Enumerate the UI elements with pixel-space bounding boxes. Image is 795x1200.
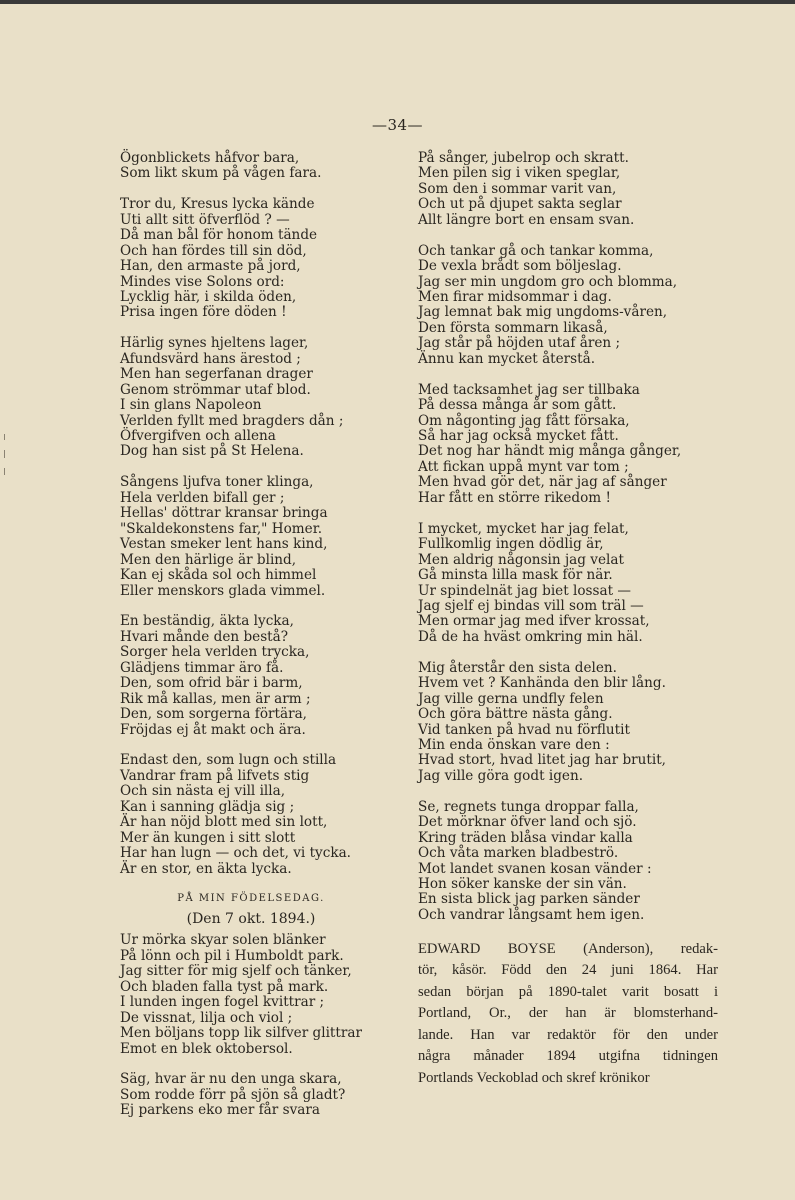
verse-line: Jag lemnat bak mig ungdoms-våren, bbox=[418, 304, 668, 321]
verse-line: Ännu kan mycket återstå. bbox=[418, 350, 596, 367]
verse-line: Mer än kungen i sitt slott bbox=[120, 829, 296, 846]
verse-line: Är en stor, en äkta lycka. bbox=[120, 860, 292, 877]
left-column bbox=[120, 151, 382, 1134]
bio-line: EDWARD BOYSE (Anderson), redak- bbox=[418, 940, 718, 957]
stanza bbox=[120, 475, 382, 599]
verse-line: Och han fördes till sin död, bbox=[120, 242, 307, 259]
verse-line: Som rodde förr på sjön så gladt? bbox=[120, 1086, 346, 1103]
verse-line: Jag står på höjden utaf åren ; bbox=[418, 335, 621, 352]
margin-marks bbox=[4, 434, 7, 485]
verse-line: Ej parkens eko mer får svara bbox=[120, 1102, 320, 1119]
verse-line: Och bladen falla tyst på mark. bbox=[120, 978, 329, 995]
verse-line: Det nog har händt mig många gånger, bbox=[418, 443, 682, 460]
verse-line: Jag ser min ungdom gro och blomma, bbox=[418, 273, 678, 290]
poem-2-title: PÅ MIN FÖDELSEDAG. bbox=[177, 893, 325, 905]
verse-line: Hon söker kanske der sin vän. bbox=[418, 875, 627, 892]
stanza bbox=[418, 244, 718, 368]
verse-line: Säg, hvar är nu den unga skara, bbox=[120, 1071, 342, 1088]
verse-line: Ur spindelnät jag biet lossat — bbox=[418, 582, 631, 599]
verse-line: Men aldrig någonsin jag velat bbox=[418, 551, 624, 568]
verse-line: Vid tanken på hvad nu förflutit bbox=[418, 721, 630, 738]
bio-line: Portland, Or., der han är blomsterhand- bbox=[418, 1005, 718, 1022]
verse-line: Min enda önskan vare den : bbox=[418, 736, 610, 753]
bio-line: lande. Han var redaktör för den under bbox=[418, 1026, 718, 1043]
page-number: —34— bbox=[371, 116, 424, 134]
poem-1 bbox=[120, 151, 382, 877]
verse-line: Afundsvärd hans ärestod ; bbox=[120, 350, 301, 367]
verse-line: Det mörknar öfver land och sjö. bbox=[418, 814, 637, 831]
verse-line: Rik må kallas, men är arm ; bbox=[120, 690, 311, 707]
verse-line: Men firar midsommar i dag. bbox=[418, 289, 612, 306]
verse-line: "Skaldekonstens far," Homer. bbox=[120, 520, 323, 537]
verse-line: Den, som ofrid bär i barm, bbox=[120, 675, 303, 692]
verse-line: Fröjdas ej åt makt och ära. bbox=[120, 721, 306, 738]
verse-line: Mindes vise Solons ord: bbox=[120, 273, 285, 290]
verse-line: Jag ville göra godt igen. bbox=[418, 767, 584, 784]
verse-line: Men ormar jag med ifver krossat, bbox=[418, 613, 650, 630]
verse-line: Sångens ljufva toner klinga, bbox=[120, 474, 314, 491]
verse-line: Men pilen sig i viken speglar, bbox=[418, 165, 621, 182]
verse-line: En sista blick jag parken sänder bbox=[418, 891, 640, 908]
verse-line: Hvem vet ? Kanhända den blir lång. bbox=[418, 675, 666, 692]
verse-line: Tror du, Kresus lycka kände bbox=[120, 196, 315, 213]
verse-line: Jag sjelf ej bindas vill som träl — bbox=[418, 597, 644, 614]
verse-line: Och våta marken bladbeströ. bbox=[418, 845, 619, 862]
verse-line: Har han lugn — och det, vi tycka. bbox=[120, 845, 352, 862]
verse-line: De vexla brådt som böljeslag. bbox=[418, 258, 622, 275]
verse-line: Men hvad gör det, när jag af sånger bbox=[418, 474, 667, 491]
biography-paragraph bbox=[418, 939, 718, 1090]
verse-line: Härlig synes hjeltens lager, bbox=[120, 335, 309, 352]
verse-line: Med tacksamhet jag ser tillbaka bbox=[418, 381, 640, 398]
stanza bbox=[120, 753, 382, 877]
verse-line: Verlden fyllt med bragders dån ; bbox=[120, 412, 344, 429]
verse-line: Lycklig här, i skilda öden, bbox=[120, 289, 297, 306]
page-top-edge bbox=[0, 0, 795, 4]
poem-2-start bbox=[120, 933, 382, 1118]
poem-2-continued bbox=[418, 151, 718, 923]
verse-line: Då de ha hväst omkring min häl. bbox=[418, 628, 643, 645]
verse-line: Kan i sanning glädja sig ; bbox=[120, 798, 295, 815]
verse-line: Vandrar fram på lifvets stig bbox=[120, 767, 310, 784]
verse-line: På lönn och pil i Humboldt park. bbox=[120, 947, 344, 964]
verse-line: Och ut på djupet sakta seglar bbox=[418, 196, 622, 213]
verse-line: Som likt skum på vågen fara. bbox=[120, 165, 322, 182]
verse-line: De vissnat, lilja och viol ; bbox=[120, 1009, 293, 1026]
verse-line: Glädjens timmar äro få. bbox=[120, 659, 284, 676]
verse-line: Men den härlige är blind, bbox=[120, 551, 297, 568]
verse-line: Den, som sorgerna förtära, bbox=[120, 706, 308, 723]
verse-line: Eller menskors glada vimmel. bbox=[120, 582, 326, 599]
stanza bbox=[418, 151, 718, 228]
verse-line: Att fickan uppå mynt var tom ; bbox=[418, 458, 629, 475]
verse-line: Kring träden blåsa vindar kalla bbox=[418, 829, 633, 846]
verse-line: Genom strömmar utaf blod. bbox=[120, 381, 311, 398]
verse-line: I mycket, mycket har jag felat, bbox=[418, 520, 629, 537]
verse-line: En beständig, äkta lycka, bbox=[120, 613, 294, 630]
verse-line: Är han nöjd blott med sin lott, bbox=[120, 814, 328, 831]
verse-line: I lunden ingen fogel kvittrar ; bbox=[120, 994, 325, 1011]
verse-line: På sånger, jubelrop och skratt. bbox=[418, 150, 629, 166]
verse-line: Ur mörka skyar solen blänker bbox=[120, 932, 326, 949]
verse-line: Vestan smeker lent hans kind, bbox=[120, 536, 328, 553]
stanza bbox=[120, 151, 382, 182]
verse-line: Uti allt sitt öfverflöd ? — bbox=[120, 211, 290, 228]
stanza bbox=[120, 1072, 382, 1118]
poem-2-date: (Den 7 okt. 1894.) bbox=[186, 911, 316, 928]
right-column bbox=[418, 151, 718, 1089]
bio-line: sedan början på 1890-talet varit bosatt i bbox=[418, 983, 718, 1000]
bio-line: tör, kåsör. Född den 24 juni 1864. Har bbox=[418, 962, 718, 979]
verse-line: Se, regnets tunga droppar falla, bbox=[418, 798, 639, 815]
verse-line: Emot en blek oktobersol. bbox=[120, 1040, 293, 1057]
verse-line: Har fått en större rikedom ! bbox=[418, 489, 611, 506]
bio-line: Portlands Veckoblad och skref krönikor bbox=[418, 1069, 650, 1086]
bio-line: några månader 1894 utgifna tidningen bbox=[418, 1048, 718, 1065]
verse-line: Så har jag också mycket fått. bbox=[418, 428, 619, 445]
verse-line: Och vandrar långsamt hem igen. bbox=[418, 906, 645, 923]
stanza bbox=[120, 614, 382, 738]
verse-line: Hellas' döttrar kransar bringa bbox=[120, 505, 328, 522]
verse-line: Hvad stort, hvad litet jag har brutit, bbox=[418, 752, 667, 769]
stanza bbox=[418, 383, 718, 507]
verse-line: Fullkomlig ingen dödlig är, bbox=[418, 536, 604, 553]
verse-line: Men böljans topp lik silfver glittrar bbox=[120, 1025, 362, 1042]
verse-line: Jag ville gerna undfly felen bbox=[418, 690, 604, 707]
verse-line: Jag sitter för mig sjelf och tänker, bbox=[120, 963, 352, 980]
verse-line: Ögonblickets håfvor bara, bbox=[120, 150, 300, 166]
verse-line: Gå minsta lilla mask för när. bbox=[418, 567, 613, 584]
verse-line: Som den i sommar varit van, bbox=[418, 180, 617, 197]
verse-line: Han, den armaste på jord, bbox=[120, 258, 301, 275]
verse-line: På dessa många år som gått. bbox=[418, 397, 617, 414]
verse-line: Och göra bättre nästa gång. bbox=[418, 706, 613, 723]
verse-line: Hela verlden bifall ger ; bbox=[120, 489, 285, 506]
stanza bbox=[120, 933, 382, 1057]
verse-line: Och sin nästa ej vill illa, bbox=[120, 783, 286, 800]
verse-line: Öfvergifven och allena bbox=[120, 428, 276, 445]
verse-line: Sorger hela verlden trycka, bbox=[120, 644, 310, 661]
stanza bbox=[418, 661, 718, 785]
verse-line: Mig återstår den sista delen. bbox=[418, 659, 617, 676]
verse-line: Prisa ingen före döden ! bbox=[120, 304, 287, 321]
verse-line: Allt längre bort en ensam svan. bbox=[418, 211, 635, 228]
verse-line: Den första sommarn likaså, bbox=[418, 319, 608, 336]
stanza bbox=[120, 197, 382, 321]
verse-line: Men han segerfanan drager bbox=[120, 366, 313, 383]
stanza bbox=[418, 522, 718, 646]
stanza bbox=[418, 800, 718, 924]
verse-line: Då man bål för honom tände bbox=[120, 227, 318, 244]
verse-line: Om någonting jag fått försaka, bbox=[418, 412, 630, 429]
verse-line: Hvari månde den bestå? bbox=[120, 628, 289, 645]
verse-line: Och tankar gå och tankar komma, bbox=[418, 242, 654, 259]
stanza bbox=[120, 336, 382, 460]
verse-line: Dog han sist på St Helena. bbox=[120, 443, 304, 460]
verse-line: Mot landet svanen kosan vänder : bbox=[418, 860, 652, 877]
verse-line: Kan ej skåda sol och himmel bbox=[120, 567, 317, 584]
verse-line: Endast den, som lugn och stilla bbox=[120, 752, 337, 769]
verse-line: I sin glans Napoleon bbox=[120, 397, 262, 414]
